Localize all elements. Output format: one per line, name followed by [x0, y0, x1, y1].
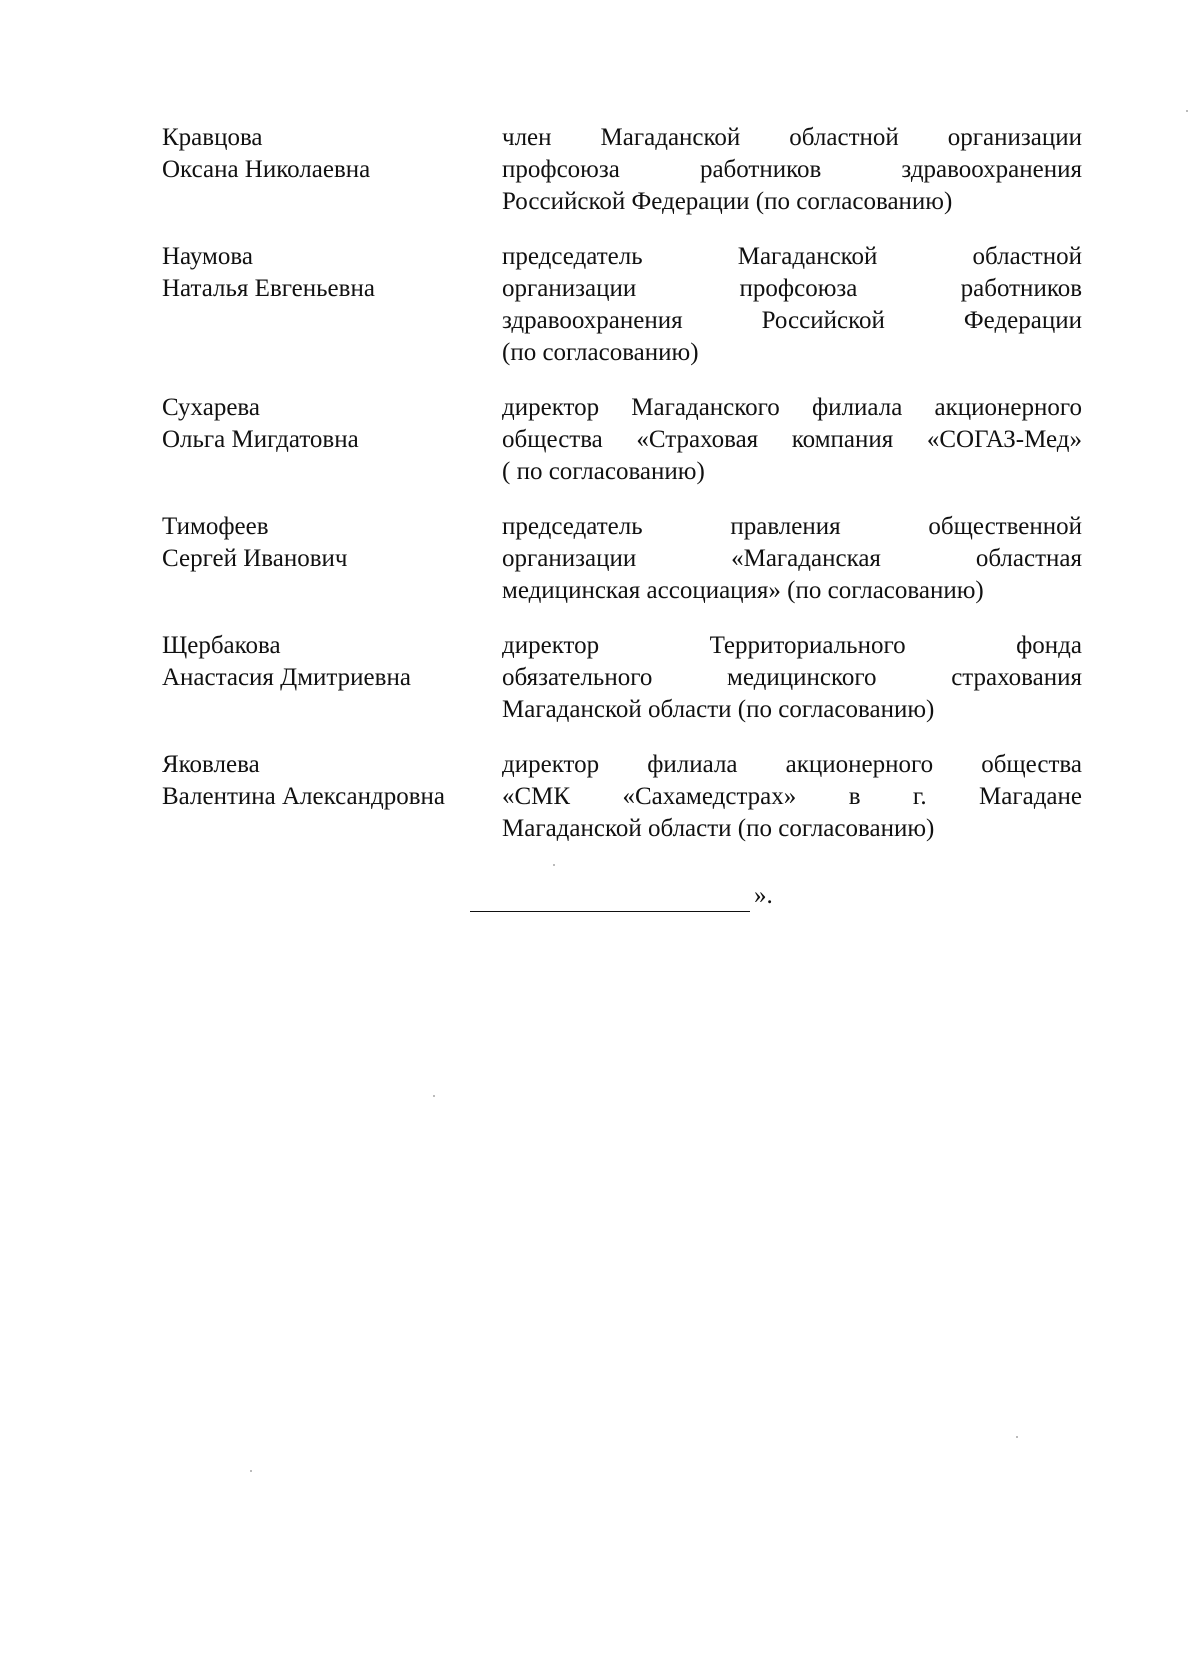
position-line: медицинская ассоциация» (по согласованию) — [502, 577, 984, 604]
member-name — [162, 241, 502, 305]
member-position — [502, 511, 1082, 607]
member-name — [162, 630, 502, 694]
member-position — [502, 749, 1082, 845]
position-line: директор филиала акционерного общества — [502, 751, 1082, 778]
position-line: обязательного медицинского страхования — [502, 664, 1082, 691]
position-line: (по согласованию) — [502, 339, 699, 366]
member-given-names: Анастасия Дмитриевна — [162, 664, 411, 691]
position-line: председатель Магаданской областной — [502, 243, 1082, 270]
position-line: здравоохранения Российской Федерации — [502, 307, 1082, 334]
member-row — [162, 392, 1082, 488]
member-position — [502, 392, 1082, 488]
member-given-names: Ольга Мигдатовна — [162, 426, 359, 453]
member-name — [162, 511, 502, 575]
position-line: директор Магаданского филиала акционерного — [502, 394, 1082, 421]
member-name — [162, 392, 502, 456]
position-line: директор Территориального фонда — [502, 632, 1082, 659]
position-line: Российской Федерации (по согласованию) — [502, 188, 953, 215]
member-given-names: Оксана Николаевна — [162, 156, 371, 183]
scan-speck — [250, 1470, 252, 1472]
member-position — [502, 630, 1082, 726]
position-line: Магаданской области (по согласованию) — [502, 696, 935, 723]
member-row — [162, 511, 1082, 607]
position-line: организации «Магаданская областная — [502, 545, 1082, 572]
member-given-names: Сергей Иванович — [162, 545, 348, 572]
member-surname: Наумова — [162, 243, 253, 270]
blank-underline — [470, 889, 750, 912]
scan-speck — [433, 1095, 435, 1097]
position-line: член Магаданской областной организации — [502, 124, 1082, 151]
position-line: «СМК «Сахамедстрах» в г. Магадане — [502, 783, 1082, 810]
position-line: профсоюза работников здравоохранения — [502, 156, 1082, 183]
member-name — [162, 122, 502, 186]
member-row — [162, 122, 1082, 218]
closing-line — [470, 880, 773, 912]
scan-speck — [1186, 110, 1188, 112]
member-surname: Кравцова — [162, 124, 263, 151]
scan-speck — [1016, 1436, 1018, 1438]
position-line: председатель правления общественной — [502, 513, 1082, 540]
closing-quote-mark: ». — [754, 882, 773, 909]
member-given-names: Валентина Александровна — [162, 783, 445, 810]
position-line: Магаданской области (по согласованию) — [502, 815, 935, 842]
position-line: общества «Страховая компания «СОГАЗ-Мед» — [502, 426, 1082, 453]
member-surname: Тимофеев — [162, 513, 269, 540]
member-row — [162, 630, 1082, 726]
member-position — [502, 122, 1082, 218]
member-surname: Яковлева — [162, 751, 260, 778]
member-row — [162, 749, 1082, 845]
position-line: ( по согласованию) — [502, 458, 705, 485]
scan-speck — [553, 864, 555, 866]
member-name — [162, 749, 502, 813]
position-line: организации профсоюза работников — [502, 275, 1082, 302]
member-given-names: Наталья Евгеньевна — [162, 275, 375, 302]
member-position — [502, 241, 1082, 369]
member-row — [162, 241, 1082, 369]
member-surname: Сухарева — [162, 394, 260, 421]
member-surname: Щербакова — [162, 632, 281, 659]
commission-members-list — [162, 122, 1082, 868]
